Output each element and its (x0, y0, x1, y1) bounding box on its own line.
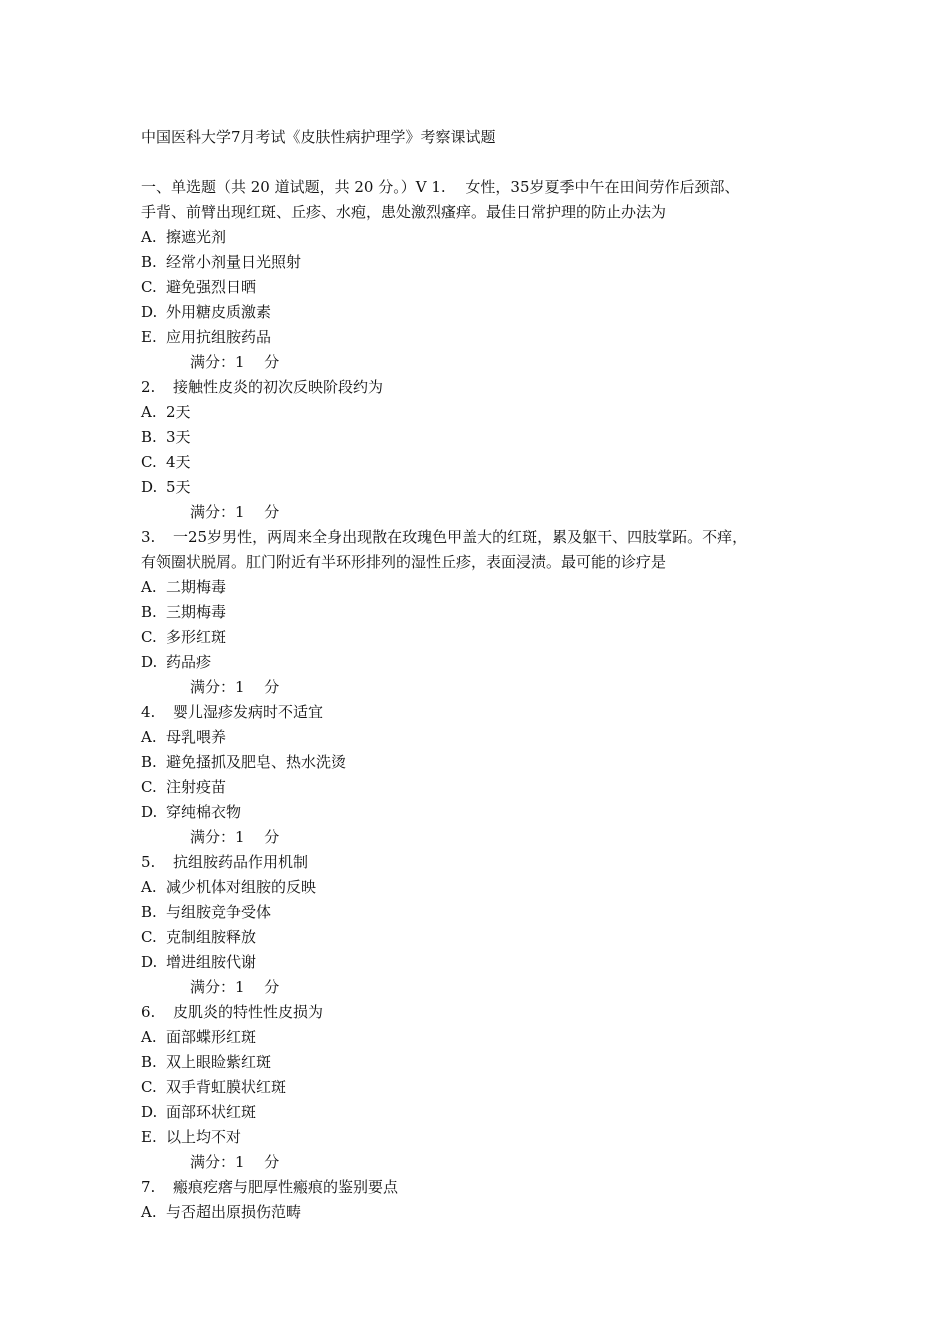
option-b: B. 避免搔抓及肥皂、热水洗烫 (141, 753, 347, 771)
option-d: D. 外用糖皮质激素 (141, 303, 272, 321)
option-d: D. 5天 (141, 478, 191, 496)
option-b: B. 与组胺竞争受体 (141, 903, 272, 921)
question-1-options (141, 225, 841, 375)
option-c: C. 双手背虹膜状红斑 (141, 1078, 287, 1096)
question-3 (141, 525, 841, 700)
question-2-stem: 2. 接触性皮炎的初次反映阶段约为 (141, 378, 384, 396)
option-c: C. 避免强烈日晒 (141, 278, 257, 296)
score-label: 满分：1 分 (190, 1153, 280, 1171)
option-b: B. 双上眼睑紫红斑 (141, 1053, 272, 1071)
option-c: C. 注射疫苗 (141, 778, 227, 796)
score-label: 满分：1 分 (190, 978, 280, 996)
option-d: D. 增进组胺代谢 (141, 953, 257, 971)
question-3-stem: 3. 一25岁男性，两周来全身出现散在玫瑰色甲盖大的红斑，累及躯干、四肢掌跖。不痒， (141, 528, 748, 546)
option-a: A. 2天 (141, 403, 191, 421)
option-a: A. 擦遮光剂 (141, 228, 227, 246)
option-e: E. 应用抗组胺药品 (141, 328, 272, 346)
option-b: B. 三期梅毒 (141, 603, 227, 621)
option-e: E. 以上均不对 (141, 1128, 242, 1146)
score-label: 满分：1 分 (190, 353, 280, 371)
question-5 (141, 850, 841, 1000)
page-title: 中国医科大学7月考试《皮肤性病护理学》考察课试题 (141, 128, 496, 146)
option-d: D. 面部环状红斑 (141, 1103, 257, 1121)
question-4 (141, 700, 841, 850)
question-2 (141, 375, 841, 525)
option-a: A. 减少机体对组胺的反映 (141, 878, 317, 896)
option-d: D. 穿纯棉衣物 (141, 803, 242, 821)
option-a: A. 二期梅毒 (141, 578, 227, 596)
question-3-stem-cont: 有领圈状脱屑。肛门附近有半环形排列的湿性丘疹，表面浸渍。最可能的诊疗是 (141, 553, 667, 571)
score-label: 满分：1 分 (190, 503, 280, 521)
question-5-stem: 5. 抗组胺药品作用机制 (141, 853, 309, 871)
option-a: A. 面部蝶形红斑 (141, 1028, 257, 1046)
question-7 (141, 1175, 841, 1225)
intro-line-1: 一、单选题（共 20 道试题，共 20 分。）V 1. 女性，35岁夏季中午在田间劳作后颈部、 (141, 178, 740, 196)
option-c: C. 4天 (141, 453, 191, 471)
intro-line-2: 手背、前臂出现红斑、丘疹、水疱，患处激烈瘙痒。最佳日常护理的防止办法为 (141, 203, 667, 221)
document-body (141, 175, 841, 1225)
section-intro (141, 175, 841, 225)
question-6-stem: 6. 皮肌炎的特性性皮损为 (141, 1003, 324, 1021)
question-6 (141, 1000, 841, 1175)
option-a: A. 与否超出原损伤范畴 (141, 1203, 302, 1221)
question-4-stem: 4. 婴儿湿疹发病时不适宜 (141, 703, 324, 721)
option-c: C. 多形红斑 (141, 628, 227, 646)
option-d: D. 药品疹 (141, 653, 212, 671)
option-c: C. 克制组胺释放 (141, 928, 257, 946)
option-a: A. 母乳喂养 (141, 728, 227, 746)
score-label: 满分：1 分 (190, 678, 280, 696)
question-7-stem: 7. 瘢痕疙瘩与肥厚性瘢痕的鉴别要点 (141, 1178, 399, 1196)
option-b: B. 3天 (141, 428, 191, 446)
score-label: 满分：1 分 (190, 828, 280, 846)
option-b: B. 经常小剂量日光照射 (141, 253, 302, 271)
